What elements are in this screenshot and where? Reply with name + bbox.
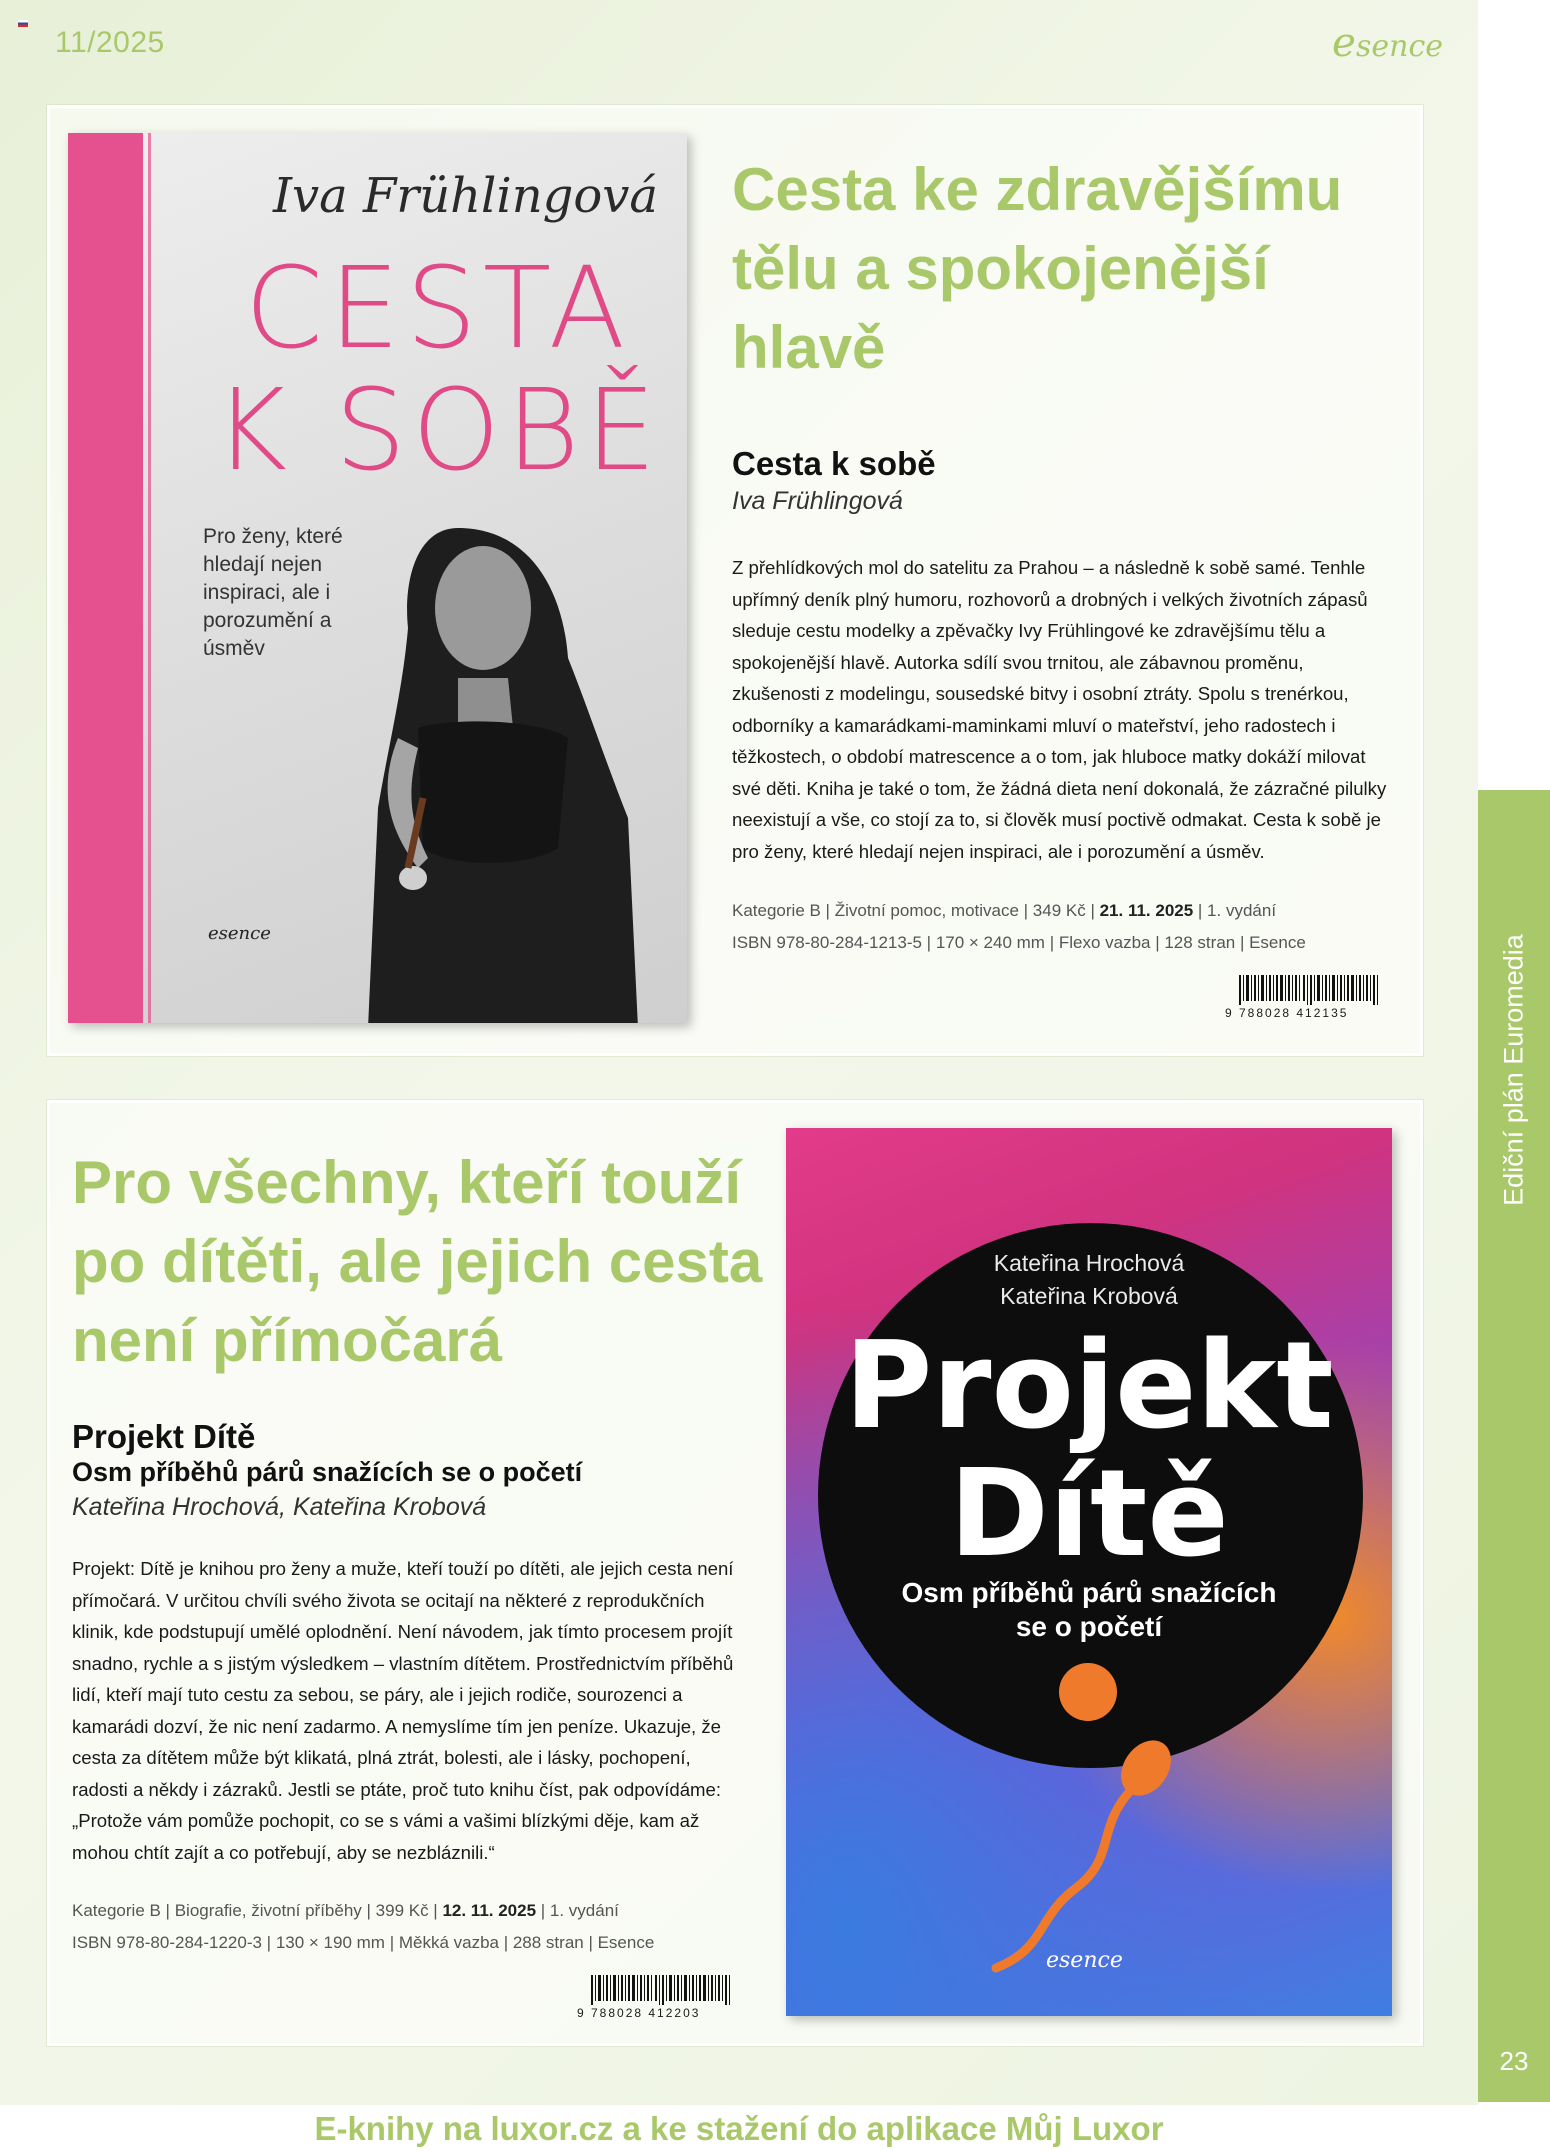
cover-tagline: Pro ženy, které hledají nejen inspiraci, ale i porozumění a úsměv [203, 525, 343, 660]
book1-barcode-number: 9 788028 412135 [1225, 1006, 1349, 1020]
cover-title-line1: Projekt [844, 1317, 1334, 1456]
book2-meta [72, 1895, 752, 1959]
book1-headline: Cesta ke zdravějšímu tělu a spokojenější hlavě [732, 156, 1343, 381]
cover-title [786, 1317, 1392, 1584]
cover-subtitle-line1: Osm příběhů párů snažících [901, 1577, 1277, 1608]
flag-icon [18, 20, 28, 27]
footer-promo[interactable]: E-knihy na luxor.cz a ke stažení do aplikace Můj Luxor [314, 2110, 1164, 2147]
book2-meta-post: | 1. vydání [536, 1901, 619, 1920]
cover-publisher-logo: esence [1046, 1948, 1123, 1973]
book2-meta-line1 [72, 1895, 752, 1927]
book2-barcode [577, 1975, 747, 2020]
book-cover-cesta-k-sobe[interactable] [68, 133, 687, 1023]
book1-meta-post: | 1. vydání [1193, 901, 1277, 920]
cover-author-1: Kateřina Hrochová [993, 1250, 1185, 1276]
book2-headline: Pro všechny, kteří touží po dítěti, ale jejich cesta není přímočará [72, 1149, 763, 1374]
cover-author: Iva Frühlingová [273, 168, 659, 224]
side-label-text: Ediční plán Euromedia [1498, 934, 1529, 1206]
book2-meta-pre: Kategorie B | Biografie, životní příběhy | 399 Kč | [72, 1901, 443, 1920]
book2-description: Projekt: Dítě je knihou pro ženy a muže, kteří touží po dítěti, ale jejich cesta není přímočará. V určitou chvíli svého života se ocitají na některé z reprodukčních klinik, kde podstupují umělé oplodnění. Není návodem, jak tímto procesem projít snadno, rychle a s jistým výsledkem – vlastním dítětem. Prostřednictvím příběhů lidí, kteří mají tuto cestu za sebou, se páry, ale i jejich rodiče, sourozenci a kamarádi dozví, že nic není zadarmo. A nemyslíme tím jen peníze. Ukazuje, že cesta za dítětem může být klikatá, plná ztrát, bolesti, ale i lásky, pochopení, radosti a někdy i zázraků. Jestli se ptáte, proč tuto knihu číst, pak odpovídáme: „Protože vám pomůže pochopit, co se s vámi a vašimi blízkými děje, kam až mohou chtít zajít a co potřebují, aby se nezbláznili.“ [72, 1558, 734, 1863]
book2-authors: Kateřina Hrochová, Kateřina Krobová [72, 1493, 487, 1521]
cover-title-line2: Dítě [949, 1445, 1229, 1584]
book1-author: Iva Frühlingová [732, 487, 903, 515]
book1-meta [732, 895, 1412, 959]
book1-title[interactable]: Cesta k sobě [732, 445, 936, 482]
book1-meta-pre: Kategorie B | Životní pomoc, motivace | 349 Kč | [732, 901, 1100, 920]
page-number: 23 [1499, 2046, 1529, 2076]
cover-title [198, 244, 678, 496]
book2-barcode-number: 9 788028 412203 [577, 2006, 701, 2020]
cover-subtitle [786, 1576, 1392, 1644]
cover-publisher-logo: esence [208, 923, 271, 944]
book-cover-projekt-dite[interactable] [786, 1128, 1392, 2016]
book1-meta-line2: ISBN 978-80-284-1213-5 | 170 × 240 mm | Flexo vazba | 128 stran | Esence [732, 933, 1306, 952]
cover-spine-line [148, 133, 151, 1023]
book1-barcode [1225, 975, 1395, 1020]
esence-logo [1332, 18, 1443, 66]
book2-title[interactable]: Projekt Dítě [72, 1418, 256, 1455]
cover-title-line1: CESTA [244, 244, 632, 374]
book2-meta-line2: ISBN 978-80-284-1220-3 | 130 × 190 mm | Měkká vazba | 288 stran | Esence [72, 1933, 655, 1952]
book2-subtitle: Osm příběhů párů snažících se o početí [72, 1457, 583, 1487]
barcode-bars [1225, 975, 1395, 1005]
book1-meta-line1 [732, 895, 1412, 927]
side-label [1478, 934, 1550, 1206]
egg-dot-icon [1059, 1663, 1117, 1721]
logo-rest: sence [1355, 29, 1443, 64]
issue-date: 11/2025 [55, 26, 165, 59]
book2-release-date: 12. 11. 2025 [442, 1901, 537, 1920]
book1-description: Z přehlídkových mol do satelitu za Prahou – a následně k sobě samé. Tenhle upřímný deník plný humoru, rozhovorů a drobných i velkých životních zápasů sleduje cestu modelky a zpěvačky Ivy Frühlingové ke zdravějšímu tělu a spokojenější hlavě. Autorka sdílí svou trnitou, ale zábavnou proměnu, zkušenosti z modelingu, sousedské bitvy i osobní ztráty. Spolu s trenérkou, odborníky a kamarádkami-maminkami mluví o mateřství, jeho radostech i těžkostech, o období matrescence a o tom, jak hluboce matky dokáží milovat své děti. Kniha je také o tom, že žádná dieta není dokonalá, že zázračné pilulky neexistují a vše, co stojí za to, si člověk musí poctivě odmakat. Cesta k sobě je pro ženy, které hledají nejen inspiraci, ale i porozumění a úsměv. [732, 557, 1387, 862]
cover-spine [68, 133, 143, 1023]
cover-portrait-illustration [308, 488, 687, 1023]
barcode-bars [577, 1975, 747, 2005]
book1-release-date: 21. 11. 2025 [1099, 901, 1194, 920]
cover-title-line2: K SOBĚ [213, 366, 663, 496]
cover-author-2: Kateřina Krobová [1000, 1283, 1178, 1309]
logo-initial: e [1332, 18, 1356, 66]
cover-subtitle-line2: se o početí [1015, 1611, 1163, 1642]
